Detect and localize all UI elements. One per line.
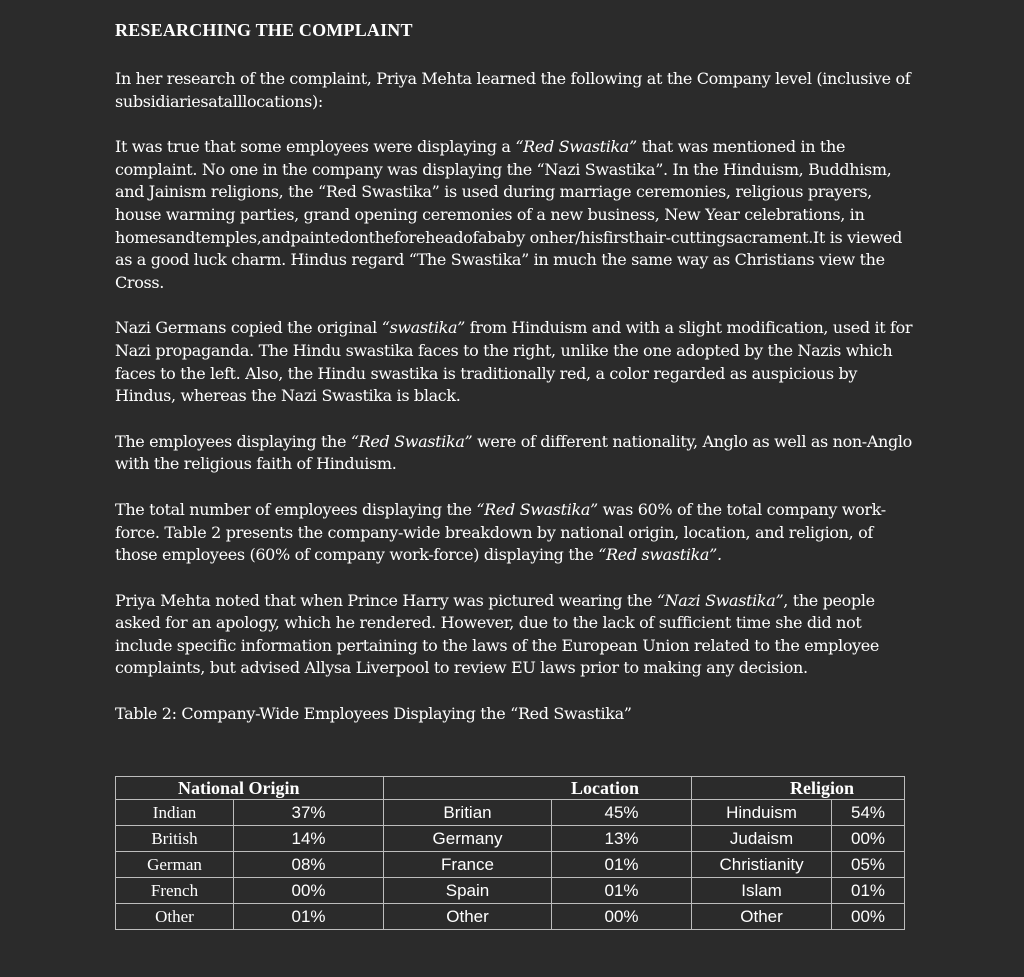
- table-row: [116, 852, 905, 878]
- table-header-row: [116, 777, 905, 800]
- cell-national-origin: Indian: [116, 800, 234, 826]
- header-location: Location: [384, 777, 692, 800]
- emphasis-text: “Red Swastika”: [476, 499, 598, 519]
- cell-religion-percent: 00%: [832, 904, 905, 930]
- paragraph-text: , the people asked for an apology, which he rendered. However, due to the lack of sufficient time she did not include specific information pertaining to the laws of the European Union related to the employee complaints, but advised Allysa Liverpool to review EU laws prior to making any decision.: [115, 590, 880, 678]
- cell-national-origin: British: [116, 826, 234, 852]
- paragraph-red-swastika: [115, 136, 915, 294]
- paragraph-text: It was true that some employees were displaying a: [115, 137, 516, 157]
- document-body: [115, 14, 915, 726]
- cell-national-origin: French: [116, 878, 234, 904]
- cell-religion: Hinduism: [692, 800, 832, 826]
- paragraph-text: Priya Mehta noted that when Prince Harry was pictured wearing the: [115, 590, 657, 610]
- cell-location: Germany: [384, 826, 552, 852]
- cell-national-origin-percent: 37%: [234, 800, 384, 826]
- cell-religion: Other: [692, 904, 832, 930]
- cell-national-origin: Other: [116, 904, 234, 930]
- cell-national-origin-percent: 01%: [234, 904, 384, 930]
- cell-national-origin: German: [116, 852, 234, 878]
- cell-national-origin-percent: 00%: [234, 878, 384, 904]
- cell-religion-percent: 54%: [832, 800, 905, 826]
- emphasis-text: “Nazi Swastika”: [656, 590, 784, 610]
- paragraph-text: from Hinduism and with a slight modification, used it for Nazi propaganda. The Hindu swastika faces to the right, unlike the one adopted by the Nazis which faces to the left. Also, the Hindu swastika is traditionally red, a color regarded as auspicious by Hindus, whereas the Nazi Swastika is black.: [115, 318, 913, 406]
- table-row: [116, 800, 905, 826]
- cell-location: Other: [384, 904, 552, 930]
- cell-location-percent: 00%: [552, 904, 692, 930]
- emphasis-text: “swastika”: [381, 318, 465, 338]
- header-religion: Religion: [692, 777, 905, 800]
- paragraph-nationality: [115, 431, 915, 476]
- cell-religion: Islam: [692, 878, 832, 904]
- paragraph-text: was 60% of the total company work- force. Table 2 presents the company-wide breakdown by national origin, location, and religion, of those employees (60% of company work-force) displaying the: [115, 499, 886, 565]
- cell-location-percent: 01%: [552, 878, 692, 904]
- paragraph-prince-harry: [115, 590, 915, 680]
- emphasis-text: “Red swastika”.: [598, 545, 722, 565]
- header-national-origin: National Origin: [116, 777, 384, 800]
- paragraph-total-employees: [115, 499, 915, 567]
- paragraph-text: The employees displaying the: [115, 431, 351, 451]
- emphasis-text: “Red Swastika”: [350, 431, 473, 451]
- paragraph-text: that was mentioned in the complaint. No one in the company was displaying the “Nazi Swastika”. In the Hinduism, Buddhism, and Jainism religions, the “Red Swastika” is used during marriage ceremonies, religious prayers, house warming parties, grand opening ceremonies of a new business, New Year celebrations, in homesandtemples,andpaintedontheforeheadofababy onher/hisfirsthair-cuttingsacrament.It is viewed as a good luck charm. Hindus regard “The Swastika” in much the same way as Christians view the Cross.: [115, 137, 903, 292]
- table-row: [116, 826, 905, 852]
- table-caption: Table 2: Company-Wide Employees Displaying the “Red Swastika”: [115, 704, 632, 724]
- cell-location: Britian: [384, 800, 552, 826]
- emphasis-text: “Red Swastika”: [515, 137, 637, 157]
- cell-national-origin-percent: 14%: [234, 826, 384, 852]
- paragraph-text: The total number of employees displaying the: [115, 499, 477, 519]
- cell-location: Spain: [384, 878, 552, 904]
- cell-religion-percent: 05%: [832, 852, 905, 878]
- section-heading: RESEARCHING THE COMPLAINT: [115, 20, 413, 40]
- table-row: [116, 878, 905, 904]
- employee-breakdown-table: [115, 776, 905, 930]
- paragraph-text: were of different nationality, Anglo as well as non-Anglo with the religious faith of Hinduism.: [115, 431, 912, 474]
- table-row: [116, 904, 905, 930]
- paragraph-nazi-swastika: [115, 317, 915, 407]
- paragraph-intro: In her research of the complaint, Priya Mehta learned the following at the Company level (inclusive of subsidiariesatalllocations):: [115, 69, 911, 111]
- paragraph-text: Nazi Germans copied the original: [115, 318, 382, 338]
- cell-location-percent: 01%: [552, 852, 692, 878]
- cell-religion-percent: 01%: [832, 878, 905, 904]
- cell-location-percent: 13%: [552, 826, 692, 852]
- cell-religion-percent: 00%: [832, 826, 905, 852]
- cell-religion: Judaism: [692, 826, 832, 852]
- cell-religion: Christianity: [692, 852, 832, 878]
- cell-national-origin-percent: 08%: [234, 852, 384, 878]
- cell-location: France: [384, 852, 552, 878]
- cell-location-percent: 45%: [552, 800, 692, 826]
